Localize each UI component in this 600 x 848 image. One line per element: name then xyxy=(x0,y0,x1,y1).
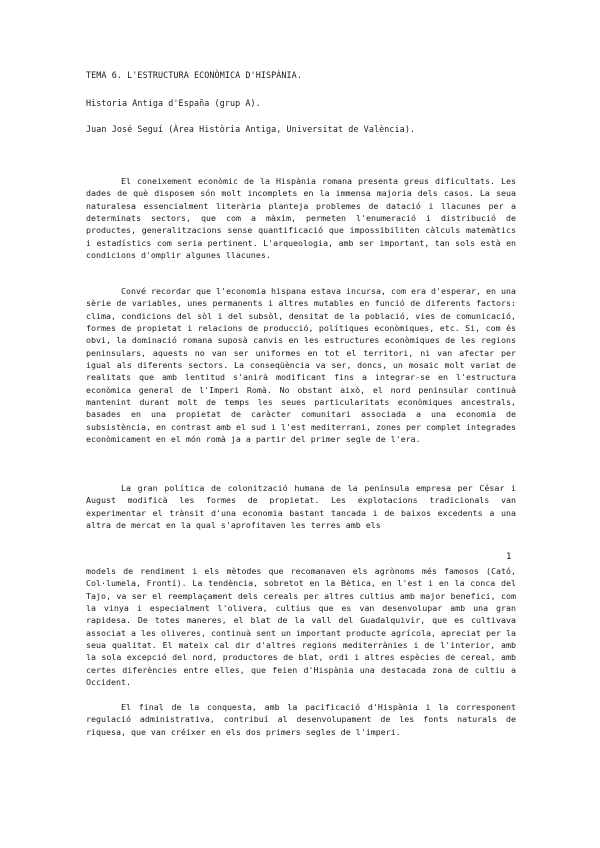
paragraph-3: La gran política de colonització humana de la península empresa per César i August modificà les formes de propietat. Les explotacions tradicionals van experimentar el trànsit d'una economia bastant tancada i de baixos excedents a una altra de mercat en la qual s'aprofitaven les terres amb els xyxy=(86,483,516,531)
paragraph-2: Convé recordar que l'economia hispana estava incursa, com era d'esperar, en una sèrie de variables, unes permanents i altres mutables en funció de diferents factors: clima, condicions del sòl i del subsòl, densitat de la població, vies de comunicació, formes de propietat i relacions de producció, polítiques econòmiques, etc. Si, com és obvi, la dominació romana suposà canvis en les estructures econòmiques de les regions peninsulars, aquests no van ser uniformes en tot el territori, ni van afectar per igual als diferents sectors. La conseqüència va ser, doncs, un mosaic molt variat de realitats que amb lentitud s'anirà modificant fins a integrar-se en l'estructura econòmica general de l'Imperi Romà. No obstant això, el nord peninsular continuà mantenint durant molt de temps les seues particularitats econòmiques ancestrals, basades en una propietat de caràcter comunitari associada a una economia de subsistència, en contrast amb el sud i l'est mediterrani, zones per complet integrades econòmicament en el món romà ja a partir del primer segle de l'era. xyxy=(86,286,516,445)
paragraph-1: El coneixement econòmic de la Hispània romana presenta greus dificultats. Les dades de què disposem són molt incomplets en la immensa majoria dels casos. La seua naturalesa essencialment literària planteja problemes de datació i llacunes per a determinats sectors, que com a màxim, permeten l'enumeració i distribució de productes, generalitzacions sense quantificació que impossibiliten càlculs matemàtics i estadístics com seria pertinent. L'arqueologia, amb ser important, tan sols està en condicions d'omplir algunes llacunes. xyxy=(86,176,516,261)
paragraph-5: El final de la conquesta, amb la pacificació d'Hispània i la corresponent regulació administrativa, contribuí al desenvolupament de les fonts naturals de riquesa, que van créixer en els dos primers segles de l'imperi. xyxy=(86,702,516,737)
document-title: TEMA 6. L'ESTRUCTURA ECONÒMICA D'HISPÀNIA. xyxy=(86,70,302,80)
course-line: Historia Antiga d'España (grup A). xyxy=(86,98,261,108)
page-number: 1 xyxy=(506,552,512,562)
paragraph-4: models de rendiment i els mètodes que recomanaven els agrònoms més famosos (Cató, Col·lumela, Frontí). La tendència, sobretot en la Bètica, en l'est i en la conca del Tajo, va ser el reemplaçament dels cereals per altres cultius amb major benefici, com la vinya i especialment l'olivera, cultius que es van desenvolupar amb una gran rapidesa. De totes maneres, el blat de la vall del Guadalquivir, que es cultivava associat a les oliveres, continuà sent un important producte agrícola, apreciat per la seua qualitat. El mateix cal dir d'altres regions mediterrànies i de l'interior, amb la sola excepció del nord, productores de blat, ordi i altres espècies de cereal, amb certes diferències entre elles, que feien d'Hispània una destacada zona de cultiu a Occident. xyxy=(86,566,516,688)
author-line: Juan José Seguí (Àrea Història Antiga, Universitat de València). xyxy=(86,124,416,134)
